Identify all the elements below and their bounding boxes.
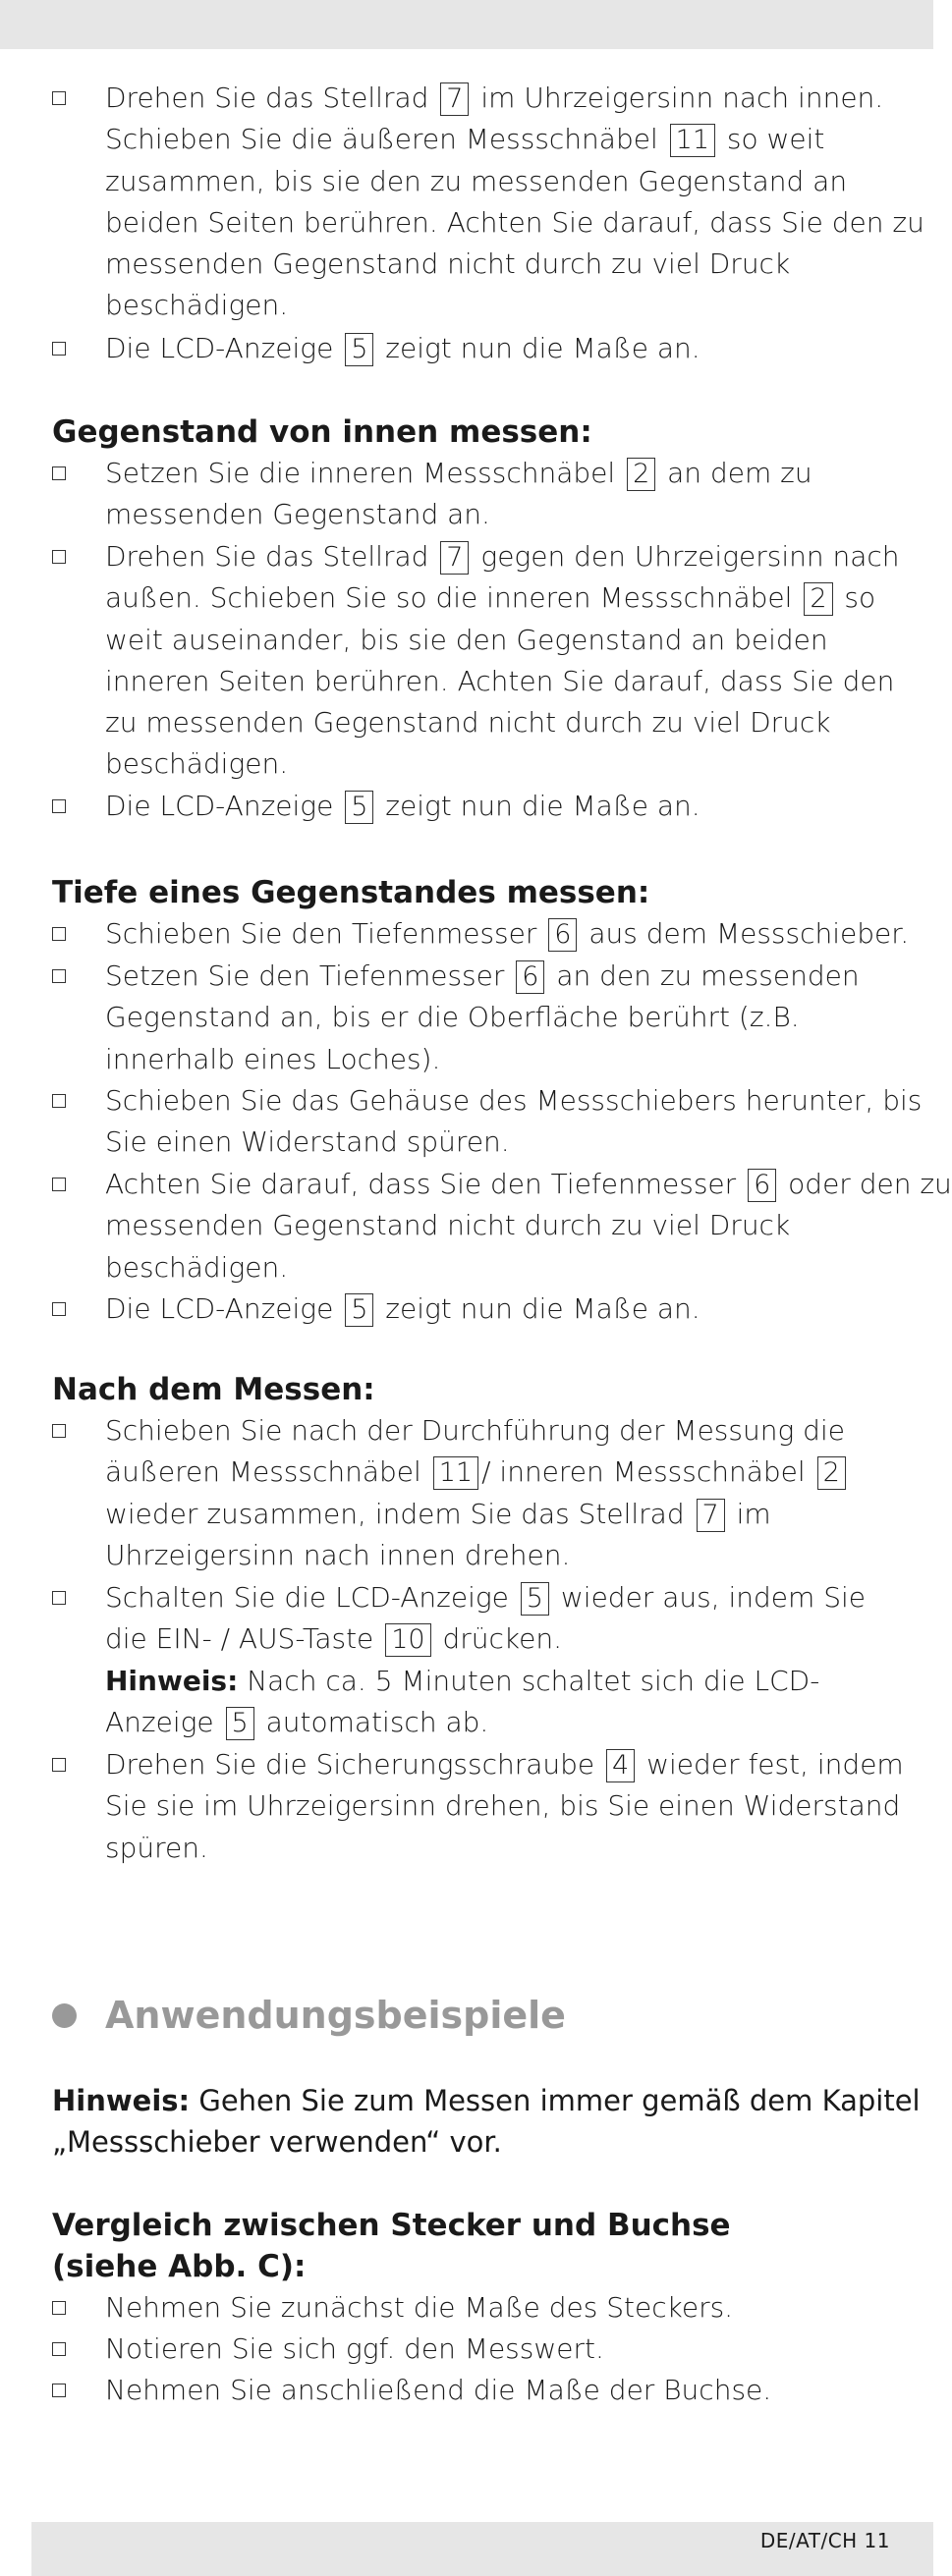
text-run: beschädigen. xyxy=(105,1250,289,1284)
checkbox-square-icon xyxy=(52,1178,66,1191)
part-reference-number: 6 xyxy=(516,960,544,994)
text-run: Sie sie im Uhrzeigersinn drehen, bis Sie einen Widerstand xyxy=(105,1789,901,1823)
list-item xyxy=(105,536,900,786)
text-run: Schieben Sie den Tiefenmesser xyxy=(105,917,546,950)
hint-paragraph xyxy=(52,2080,921,2121)
checkbox-square-icon xyxy=(52,466,66,480)
heading-inside-measure: Gegenstand von innen messen: xyxy=(52,414,592,450)
heading-plug-socket: Vergleich zwischen Stecker und Buchse xyxy=(52,2208,731,2243)
section-title-text: Anwendungsbeispiele xyxy=(105,1994,566,2037)
text-run: Achten Sie darauf, dass Sie den Tiefenmesser xyxy=(105,1168,746,1200)
text-run: messenden Gegenstand an. xyxy=(105,498,490,531)
list-item-line xyxy=(105,285,891,326)
part-reference-number: 2 xyxy=(817,1456,846,1490)
text-run: aus dem Messschieber. xyxy=(580,917,910,950)
list-item-line xyxy=(105,1247,891,1288)
checkbox-square-icon xyxy=(52,1424,66,1438)
checkbox-square-icon xyxy=(52,927,66,941)
list-item-line xyxy=(105,328,891,369)
text-run: Gegenstand an, bis er die Oberfläche berührt (z.B. xyxy=(105,1001,800,1034)
list-item-line xyxy=(105,661,895,702)
list-item-line xyxy=(105,119,891,160)
part-reference-number: 2 xyxy=(627,458,655,491)
list-item xyxy=(105,1288,891,1330)
list-item-line xyxy=(105,997,891,1038)
text-run: Uhrzeigersinn nach innen drehen. xyxy=(105,1538,571,1571)
checkbox-square-icon xyxy=(52,969,66,983)
checkbox-square-icon xyxy=(52,91,66,105)
text-run: Die LCD-Anzeige xyxy=(105,332,343,364)
text-run: beschädigen. xyxy=(105,289,289,322)
text-run: inneren Seiten berühren. Achten Sie darauf, dass Sie den xyxy=(105,664,895,697)
hint-label: Hinweis: xyxy=(52,2084,191,2117)
part-reference-number: 4 xyxy=(606,1749,635,1782)
list-item-line xyxy=(105,1494,891,1535)
text-run: Schalten Sie die LCD-Anzeige xyxy=(105,1581,518,1614)
text-run: Setzen Sie den Tiefenmesser xyxy=(105,959,514,992)
list-item-line xyxy=(105,536,900,577)
text-run: zu messenden Gegenstand nicht durch zu viel Druck xyxy=(105,706,831,740)
text-run: / inneren Messschnäbel xyxy=(481,1455,814,1489)
text-run: Schieben Sie die äußeren Messschnäbel xyxy=(105,123,667,156)
text-run: messenden Gegenstand nicht durch zu viel Druck xyxy=(105,1209,791,1242)
list-item xyxy=(105,1080,923,1164)
text-run: wieder zusammen, indem Sie das Stellrad xyxy=(105,1497,694,1530)
text-run: außen. Schieben Sie so die inneren Messschnäbel xyxy=(105,581,802,615)
text-run: Drehen Sie das Stellrad xyxy=(105,540,438,573)
list-item-line xyxy=(105,244,891,285)
text-run: äußeren Messschnäbel xyxy=(105,1455,430,1489)
checkbox-square-icon xyxy=(52,1758,66,1772)
list-item xyxy=(105,78,924,327)
list-item-line xyxy=(105,577,891,619)
text-run: Nehmen Sie zunächst die Maße des Steckers. xyxy=(105,2291,734,2324)
list-item xyxy=(105,956,891,1080)
text-run: Schieben Sie das Gehäuse des Messschiebers herunter, bis xyxy=(105,1084,923,1117)
text-run: so xyxy=(835,581,876,615)
part-reference-number: 7 xyxy=(440,82,469,116)
list-item xyxy=(105,1744,904,1869)
list-item-line xyxy=(105,1122,891,1163)
text-run: Die LCD-Anzeige xyxy=(105,790,343,822)
hint-paragraph-line-2: „Messschieber verwenden“ vor. xyxy=(52,2125,502,2159)
part-reference-number: 5 xyxy=(345,333,373,366)
text-run: messenden Gegenstand nicht durch zu viel Druck xyxy=(105,247,791,281)
text-run: beschädigen. xyxy=(105,747,289,781)
list-item xyxy=(105,2370,891,2411)
list-item-line xyxy=(105,1702,891,1743)
text-run: oder den zu xyxy=(779,1168,952,1200)
list-item-line xyxy=(105,702,891,743)
list-item-line xyxy=(105,743,891,785)
list-item-line xyxy=(105,786,891,827)
text-run: wieder fest, indem xyxy=(638,1748,904,1781)
part-reference-number: 6 xyxy=(548,918,577,952)
text-run: Die LCD-Anzeige xyxy=(105,1292,343,1325)
text-run: gegen den Uhrzeigersinn nach xyxy=(472,540,900,573)
page-footer-number: DE/AT/CH 11 xyxy=(759,2529,890,2552)
list-item-line xyxy=(105,202,924,244)
part-reference-number: 5 xyxy=(226,1707,254,1740)
list-item-line xyxy=(105,1205,891,1246)
part-reference-number: 10 xyxy=(385,1623,430,1657)
list-item-line xyxy=(105,1577,891,1618)
text-run: Anzeige xyxy=(105,1705,223,1738)
part-reference-number: 2 xyxy=(804,582,832,616)
list-item-line xyxy=(105,1828,891,1869)
list-item-line xyxy=(105,2287,891,2329)
list-item xyxy=(105,328,891,369)
text-run: drücken. xyxy=(433,1622,562,1656)
list-item-line xyxy=(105,1661,891,1702)
text-run: zeigt nun die Maße an. xyxy=(376,332,700,364)
list-item xyxy=(105,1577,891,1743)
text-run: zeigt nun die Maße an. xyxy=(376,1292,700,1325)
text-run: Notieren Sie sich ggf. den Messwert. xyxy=(105,2332,604,2365)
text-run: die EIN- / AUS-Taste xyxy=(105,1622,383,1656)
list-item-line xyxy=(105,78,891,119)
part-reference-number: 5 xyxy=(345,791,373,824)
list-item xyxy=(105,2329,891,2370)
list-item-line xyxy=(105,1039,891,1080)
list-item-line xyxy=(105,1288,891,1330)
part-reference-number: 7 xyxy=(697,1499,725,1532)
list-item-line xyxy=(105,620,891,661)
text-run: weit auseinander, bis sie den Gegenstand an beiden xyxy=(105,623,828,656)
part-reference-number: 11 xyxy=(670,124,715,157)
part-reference-number: 11 xyxy=(433,1456,478,1490)
list-item-line xyxy=(105,1452,891,1493)
list-item-line xyxy=(105,161,891,202)
list-item-line xyxy=(105,1744,904,1785)
checkbox-square-icon xyxy=(52,342,66,356)
list-item xyxy=(105,1410,891,1576)
list-item-line xyxy=(105,2329,891,2370)
text-run: so weit xyxy=(718,123,825,156)
list-item-line xyxy=(105,453,891,494)
list-item-line xyxy=(105,913,910,955)
hint-label: Hinweis: xyxy=(105,1664,239,1697)
list-item-line xyxy=(105,1785,901,1827)
checkbox-square-icon xyxy=(52,1591,66,1605)
checkbox-square-icon xyxy=(52,2384,66,2397)
heading-plug-socket-ref: (siehe Abb. C): xyxy=(52,2249,307,2284)
checkbox-square-icon xyxy=(52,1094,66,1108)
text-run: beiden Seiten berühren. Achten Sie darauf, dass Sie den zu xyxy=(105,205,924,239)
list-item xyxy=(105,1164,952,1288)
list-item-line xyxy=(105,956,891,997)
list-item-line xyxy=(105,494,891,535)
section-bullet-icon xyxy=(52,2003,77,2028)
text-run: automatisch ab. xyxy=(256,1705,489,1738)
text-run: Nehmen Sie anschließend die Maße der Buchse. xyxy=(105,2374,772,2406)
text-run: Sie einen Widerstand spüren. xyxy=(105,1125,510,1159)
text-run: zusammen, bis sie den zu messenden Gegenstand an xyxy=(105,164,848,197)
text-run: an den zu messenden xyxy=(547,959,860,992)
part-reference-number: 6 xyxy=(748,1169,776,1202)
list-item xyxy=(105,2287,891,2329)
checkbox-square-icon xyxy=(52,2301,66,2315)
text-run: spüren. xyxy=(105,1831,208,1864)
list-item-line xyxy=(105,1535,891,1576)
text-run: Drehen Sie die Sicherungsschraube xyxy=(105,1748,604,1781)
list-item-line xyxy=(105,1410,891,1452)
part-reference-number: 7 xyxy=(440,541,469,575)
text-run: wieder aus, indem Sie xyxy=(551,1581,866,1614)
checkbox-square-icon xyxy=(52,799,66,813)
text-run: zeigt nun die Maße an. xyxy=(376,790,700,822)
part-reference-number: 5 xyxy=(521,1582,549,1616)
text-run: Setzen Sie die inneren Messschnäbel xyxy=(105,457,625,489)
heading-after-measure: Nach dem Messen: xyxy=(52,1372,375,1407)
list-item-line xyxy=(105,1164,952,1205)
checkbox-square-icon xyxy=(52,2342,66,2356)
checkbox-square-icon xyxy=(52,1302,66,1316)
text-run: im xyxy=(727,1497,771,1530)
hint-text-line-1: Gehen Sie zum Messen immer gemäß dem Kapitel xyxy=(190,2084,921,2117)
text-run: innerhalb eines Loches). xyxy=(105,1042,441,1075)
list-item xyxy=(105,453,891,536)
list-item-line xyxy=(105,2370,891,2411)
page-top-band xyxy=(0,0,933,49)
list-item xyxy=(105,913,910,955)
text-run: im Uhrzeigersinn nach innen. xyxy=(472,82,884,114)
list-item xyxy=(105,786,891,827)
list-item-line xyxy=(105,1618,891,1660)
checkbox-square-icon xyxy=(52,550,66,564)
text-run: Nach ca. 5 Minuten schaltet sich die LCD- xyxy=(238,1664,820,1697)
part-reference-number: 5 xyxy=(345,1293,373,1327)
text-run: an dem zu xyxy=(658,457,812,489)
list-item-line xyxy=(105,1080,923,1122)
text-run: Schieben Sie nach der Durchführung der Messung die xyxy=(105,1414,845,1447)
heading-depth-measure: Tiefe eines Gegenstandes messen: xyxy=(52,875,650,910)
text-run: Drehen Sie das Stellrad xyxy=(105,82,438,114)
